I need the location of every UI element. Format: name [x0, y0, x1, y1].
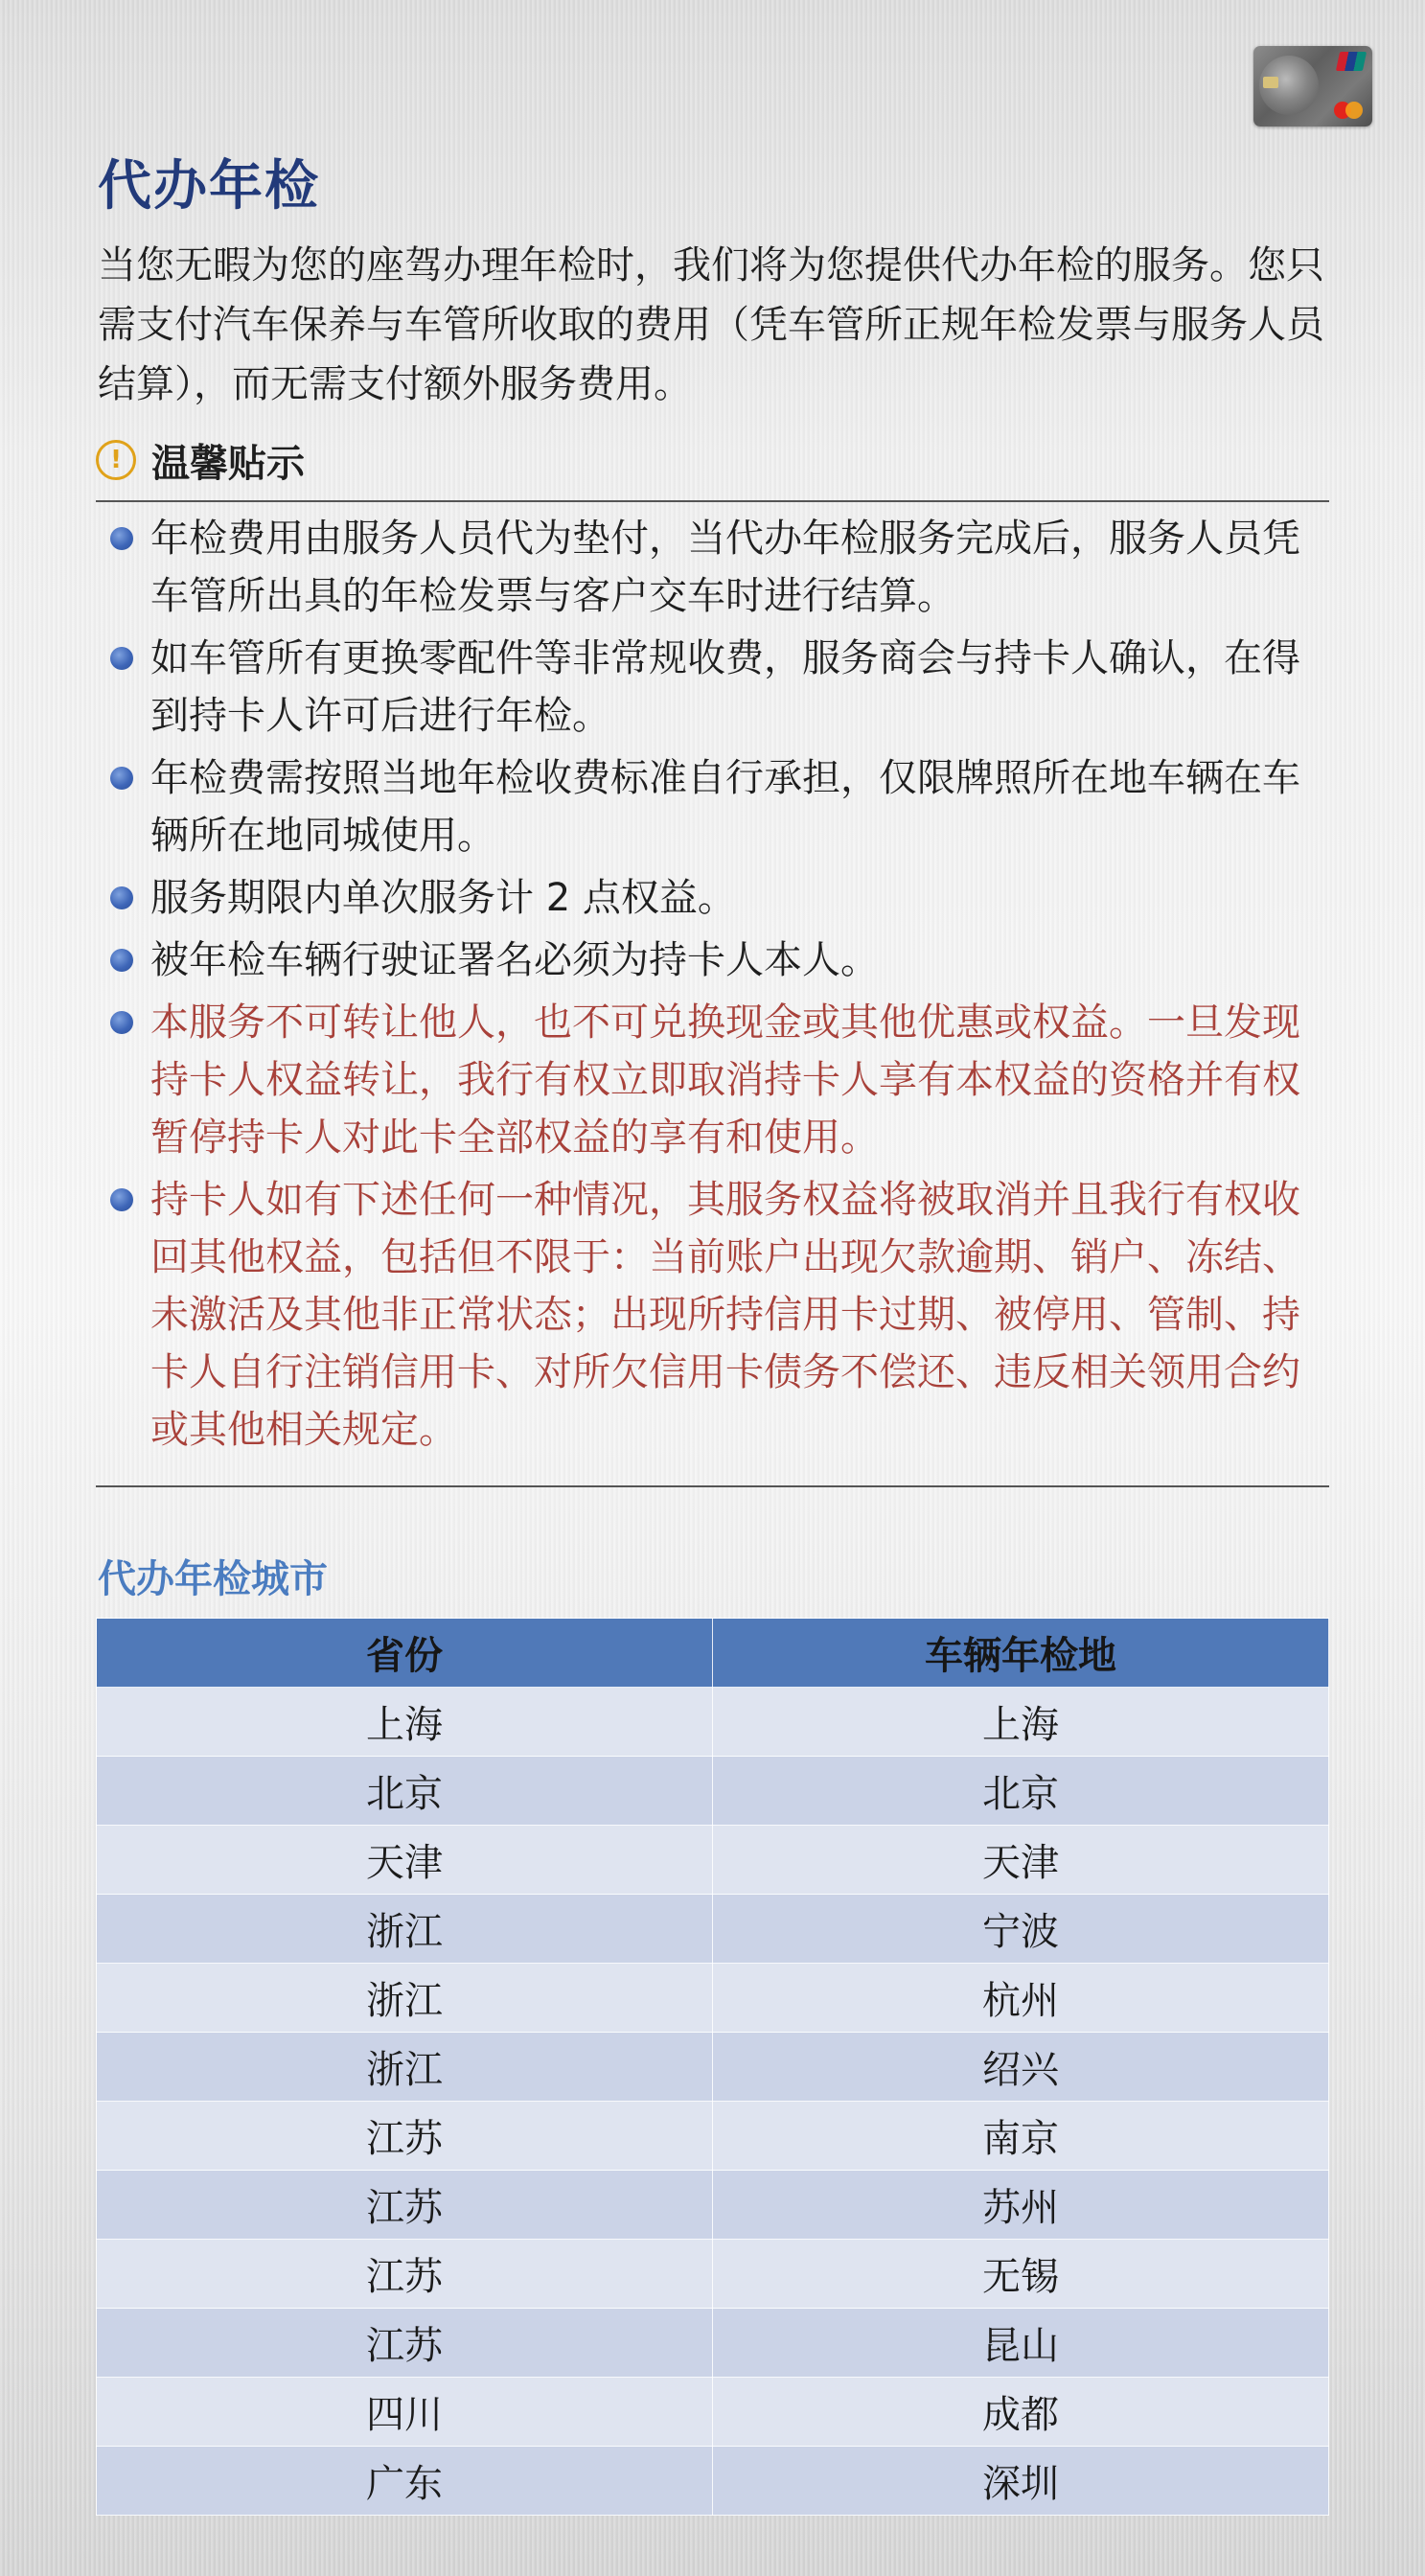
- table-row: [97, 1964, 1329, 2033]
- table-row: [97, 1757, 1329, 1826]
- tip-text: 持卡人如有下述任何一种情况，其服务权益将被取消并且我行有权收回其他权益，包括但不限于：当前账户出现欠款逾期、销户、冻结、未激活及其他非正常状态；出现所持信用卡过期、被停用、管制、持卡人自行注销信用卡、对所欠信用卡债务不偿还、违反相关领用合约或其他相关规定。: [150, 1178, 1300, 1452]
- tips-bottom-divider: [96, 1485, 1329, 1487]
- bullet-icon: [110, 1011, 133, 1034]
- city-cell: 无锡: [713, 2240, 1329, 2309]
- table-header-row: [97, 1619, 1329, 1688]
- table-row: [97, 2102, 1329, 2171]
- city-cell: 深圳: [713, 2447, 1329, 2516]
- table-row: [97, 2240, 1329, 2309]
- bullet-icon: [110, 949, 133, 972]
- tip-item-highlight: [96, 994, 1332, 1166]
- city-cell: 南京: [713, 2102, 1329, 2171]
- city-cell: 昆山: [713, 2309, 1329, 2378]
- tip-item: [96, 749, 1332, 864]
- province-cell: 天津: [97, 1826, 713, 1895]
- city-cell: 成都: [713, 2378, 1329, 2447]
- province-cell: 上海: [97, 1688, 713, 1757]
- bullet-icon: [110, 527, 133, 550]
- warning-icon: !: [96, 440, 136, 480]
- tips-header: [96, 431, 305, 489]
- cities-table: [96, 1618, 1329, 2516]
- tip-text: 被年检车辆行驶证署名必须为持卡人本人。: [150, 938, 879, 982]
- intro-text: 当您无暇为您的座驾办理年检时，我们将为您提供代办年检的服务。您只需支付汽车保养与车管所收取的费用（凭车管所正规年检发票与服务人员结算），而无需支付额外服务费用。: [98, 243, 1324, 406]
- page-title: 代办年检: [98, 155, 320, 218]
- province-cell: 江苏: [97, 2102, 713, 2171]
- table-row: [97, 2171, 1329, 2240]
- tip-text: 年检费用由服务人员代为垫付，当代办年检服务完成后，服务人员凭车管所出具的年检发票与客户交车时进行结算。: [150, 517, 1300, 618]
- card-chip: [1263, 77, 1278, 88]
- table-row: [97, 2447, 1329, 2516]
- tip-text: 如车管所有更换零配件等非常规收费，服务商会与持卡人确认，在得到持卡人许可后进行年检。: [150, 636, 1300, 738]
- bank-card-icon: [1253, 46, 1372, 126]
- bullet-icon: [110, 767, 133, 790]
- tip-item-highlight: [96, 1171, 1332, 1459]
- city-cell: 天津: [713, 1826, 1329, 1895]
- city-cell: 杭州: [713, 1964, 1329, 2033]
- table-row: [97, 1688, 1329, 1757]
- city-cell: 苏州: [713, 2171, 1329, 2240]
- province-cell: 江苏: [97, 2240, 713, 2309]
- tips-title: 温馨贴示: [151, 441, 305, 486]
- table-row: [97, 1826, 1329, 1895]
- tip-text: 年检费需按照当地年检收费标准自行承担，仅限牌照所在地车辆在车辆所在地同城使用。: [150, 756, 1300, 858]
- province-cell: 广东: [97, 2447, 713, 2516]
- tip-item: [96, 932, 1332, 989]
- bullet-icon: [110, 1188, 133, 1211]
- cities-section-title: 代办年检城市: [98, 1557, 328, 1601]
- column-header-province: 省份: [97, 1619, 713, 1688]
- table-row: [97, 1895, 1329, 1964]
- table-row: [97, 2033, 1329, 2102]
- tip-item: [96, 510, 1332, 625]
- province-cell: 浙江: [97, 2033, 713, 2102]
- mastercard-logo-icon: [1334, 102, 1365, 119]
- city-cell: 北京: [713, 1757, 1329, 1826]
- tip-item: [96, 869, 1332, 927]
- tip-item: [96, 630, 1332, 745]
- unionpay-logo-icon: [1336, 52, 1367, 71]
- tips-top-divider: [96, 500, 1329, 502]
- province-cell: 四川: [97, 2378, 713, 2447]
- province-cell: 北京: [97, 1757, 713, 1826]
- bullet-icon: [110, 886, 133, 909]
- tip-text: 服务期限内单次服务计 2 点权益。: [150, 876, 736, 920]
- city-cell: 上海: [713, 1688, 1329, 1757]
- bullet-icon: [110, 647, 133, 670]
- table-row: [97, 2309, 1329, 2378]
- province-cell: 江苏: [97, 2171, 713, 2240]
- table-row: [97, 2378, 1329, 2447]
- tips-list: [96, 510, 1332, 1463]
- column-header-inspection-city: 车辆年检地: [713, 1619, 1329, 1688]
- tip-text: 本服务不可转让他人，也不可兑换现金或其他优惠或权益。一旦发现持卡人权益转让，我行有权立即取消持卡人享有本权益的资格并有权暂停持卡人对此卡全部权益的享有和使用。: [150, 1000, 1300, 1160]
- province-cell: 浙江: [97, 1895, 713, 1964]
- province-cell: 浙江: [97, 1964, 713, 2033]
- city-cell: 绍兴: [713, 2033, 1329, 2102]
- province-cell: 江苏: [97, 2309, 713, 2378]
- city-cell: 宁波: [713, 1895, 1329, 1964]
